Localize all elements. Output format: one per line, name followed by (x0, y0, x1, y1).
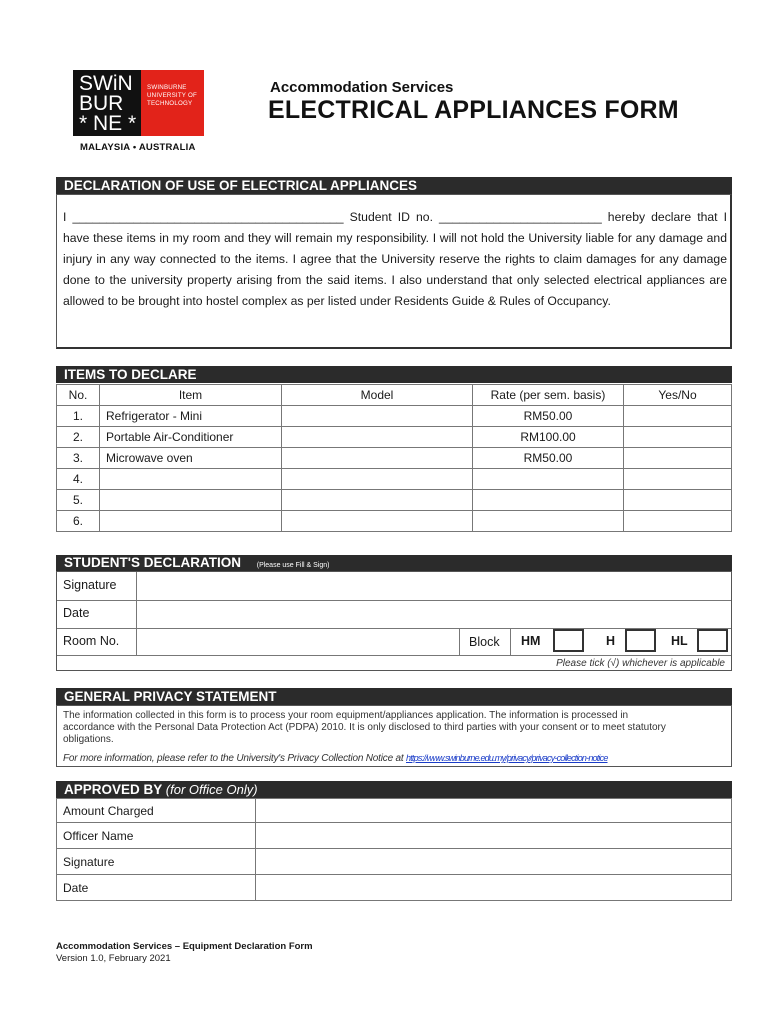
student-box (56, 571, 732, 671)
row-model-field[interactable] (282, 511, 473, 532)
officer-date-label: Date (57, 875, 256, 901)
table-row (57, 406, 732, 427)
date-label: Date (63, 606, 90, 620)
table-row (57, 469, 732, 490)
student-heading-note: (Please use Fill & Sign) (256, 562, 330, 569)
row-yesno-field[interactable] (624, 490, 732, 511)
row-no: 6. (57, 511, 100, 532)
officer-signature-label: Signature (57, 849, 256, 875)
logo-line-3: * NE * (79, 112, 137, 135)
row-item: Portable Air-Conditioner (100, 427, 282, 448)
block-option-hl-label: HL (671, 634, 688, 648)
approved-row (57, 823, 732, 849)
tick-note: Please tick (√) whichever is applicable (556, 658, 725, 669)
room-row (57, 628, 731, 656)
date-row (57, 600, 731, 629)
items-heading: ITEMS TO DECLARE (56, 366, 732, 383)
col-rate: Rate (per sem. basis) (473, 385, 624, 406)
declaration-heading: DECLARATION OF USE OF ELECTRICAL APPLIANCES (56, 177, 732, 194)
items-header-row (57, 385, 732, 406)
table-row (57, 490, 732, 511)
block-label: Block (469, 635, 500, 649)
block-options (510, 628, 732, 655)
logo-line-2: BUR (79, 92, 124, 115)
row-item-field[interactable] (100, 511, 282, 532)
block-option-hm-checkbox[interactable] (553, 629, 584, 652)
row-model-field[interactable] (282, 469, 473, 490)
row-item-field[interactable] (100, 490, 282, 511)
row-no: 1. (57, 406, 100, 427)
approved-heading-text: APPROVED BY (64, 782, 163, 797)
row-model-field[interactable] (282, 406, 473, 427)
student-heading (56, 555, 732, 571)
block-option-h-checkbox[interactable] (625, 629, 656, 652)
signature-row (57, 572, 731, 601)
block-option-hl-checkbox[interactable] (697, 629, 728, 652)
form-title: ELECTRICAL APPLIANCES FORM (268, 96, 679, 124)
row-model-field[interactable] (282, 490, 473, 511)
privacy-text: The information collected in this form is to process your room equipment/appliances application. The information is processed in accordance with the Personal Data Protection Act (PDPA) 2010. It is only disclosed to third parties with your consent or to meet statutory obligations. (63, 710, 666, 745)
logo-text-2: UNIVERSITY OF (147, 92, 197, 99)
logo-line-1: SWiN (79, 72, 133, 95)
officer-name-label: Officer Name (57, 823, 256, 849)
row-yesno-field[interactable] (624, 448, 732, 469)
declaration-box (56, 194, 732, 349)
footer-title: Accommodation Services – Equipment Declaration Form (56, 941, 313, 952)
row-rate: RM50.00 (473, 406, 624, 427)
privacy-heading: GENERAL PRIVACY STATEMENT (56, 688, 732, 705)
privacy-notice-link[interactable]: https://www.swinburne.edu.my/privacy/privacy-collection-notice (406, 753, 608, 763)
room-field[interactable] (136, 628, 460, 655)
privacy-more-info-text: For more information, please refer to the University's Privacy Collection Notice at (63, 753, 407, 764)
room-label: Room No. (63, 634, 120, 648)
row-yesno-field[interactable] (624, 469, 732, 490)
block-option-hm-label: HM (521, 634, 541, 648)
col-model: Model (282, 385, 473, 406)
row-no: 4. (57, 469, 100, 490)
approved-table (56, 798, 732, 901)
privacy-box (56, 705, 732, 767)
logo-text-1: SWINBURNE (147, 84, 187, 91)
row-yesno-field[interactable] (624, 406, 732, 427)
row-no: 2. (57, 427, 100, 448)
footer-version: Version 1.0, February 2021 (56, 953, 171, 964)
row-model-field[interactable] (282, 448, 473, 469)
approved-heading (56, 781, 732, 798)
approved-row (57, 875, 732, 901)
department-name: Accommodation Services (270, 79, 454, 96)
col-yesno: Yes/No (624, 385, 732, 406)
officer-name-field[interactable] (256, 823, 732, 849)
officer-date-field[interactable] (256, 875, 732, 901)
row-rate-field[interactable] (473, 511, 624, 532)
col-no: No. (57, 385, 100, 406)
signature-field[interactable] (136, 572, 732, 600)
row-item: Microwave oven (100, 448, 282, 469)
row-yesno-field[interactable] (624, 427, 732, 448)
table-row (57, 448, 732, 469)
row-yesno-field[interactable] (624, 511, 732, 532)
amount-charged-label: Amount Charged (57, 799, 256, 823)
row-rate-field[interactable] (473, 490, 624, 511)
table-row (57, 511, 732, 532)
row-model-field[interactable] (282, 427, 473, 448)
signature-label: Signature (63, 578, 117, 592)
row-no: 5. (57, 490, 100, 511)
row-rate: RM50.00 (473, 448, 624, 469)
approved-row (57, 849, 732, 875)
logo-wordmark (141, 70, 204, 136)
student-heading-text: STUDENT'S DECLARATION (64, 555, 241, 570)
row-no: 3. (57, 448, 100, 469)
approved-heading-note: (for Office Only) (165, 782, 258, 797)
col-item: Item (100, 385, 282, 406)
privacy-more-info (63, 752, 727, 765)
table-row (57, 427, 732, 448)
row-rate-field[interactable] (473, 469, 624, 490)
logo-wordmark-text (147, 84, 197, 108)
block-option-h-label: H (606, 634, 616, 648)
logo-text-3: TECHNOLOGY (147, 100, 193, 107)
approved-row (57, 799, 732, 823)
amount-charged-field[interactable] (256, 799, 732, 823)
declaration-text: I ________________________________________ Student ID no. ________________________ hereby declare that I have these items in my room and they will remain my responsibility. I will not hold the University liable for any damage and injury in any way connected to the items. I agree that the University reserve the rights to claim damages for any damage done to the university property arising from the said items. I also understand that only selected electrical appliances are allowed to be brought into hostel complex as per listed under Residents Guide & Rules of Occupancy. (63, 210, 727, 308)
logo-subtitle: MALAYSIA • AUSTRALIA (80, 142, 196, 153)
row-rate: RM100.00 (473, 427, 624, 448)
officer-signature-field[interactable] (256, 849, 732, 875)
row-item-field[interactable] (100, 469, 282, 490)
items-table (56, 384, 732, 532)
date-field[interactable] (136, 600, 732, 628)
logo-mark (73, 70, 141, 136)
row-item: Refrigerator - Mini (100, 406, 282, 427)
